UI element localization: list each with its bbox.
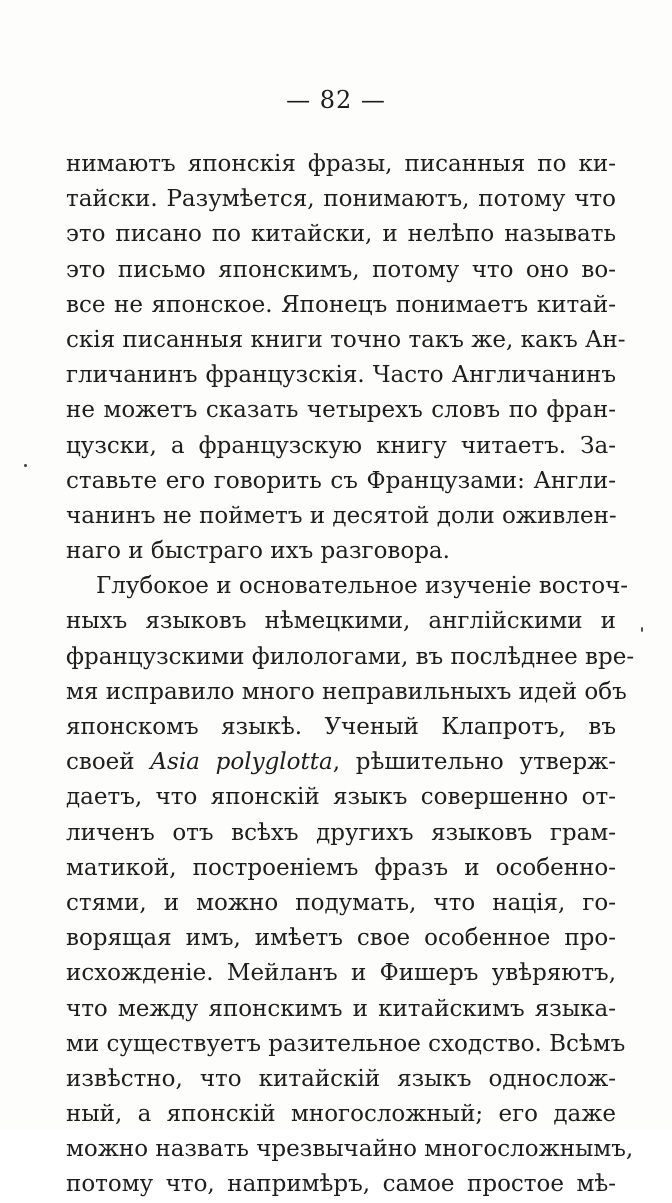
scan-speck bbox=[24, 464, 27, 467]
text-line: исхожденіе. Мейланъ и Фишеръ увѣряютъ, bbox=[66, 960, 616, 987]
text-fragment: , рѣшительно утверж- bbox=[332, 749, 617, 776]
text-line: все не японское. Японецъ понимаетъ китай- bbox=[66, 291, 616, 318]
body-text bbox=[66, 147, 635, 1203]
text-line: мя исправило много неправильныхъ идей объ bbox=[66, 678, 627, 705]
text-line: тайски. Разумѣется, понимаютъ, потому что bbox=[66, 186, 616, 213]
text-line: гличанинъ французскія. Часто Англичанинъ bbox=[66, 362, 616, 389]
paragraph-end-line: наго и быстраго ихъ разговора. bbox=[66, 538, 450, 565]
text-line: даетъ, что японскій языкъ совершенно от- bbox=[66, 784, 616, 811]
text-line: ставьте его говорить съ Французами: Англи- bbox=[66, 467, 616, 494]
text-line: французскими филологами, въ послѣднее вре- bbox=[66, 643, 635, 670]
text-line: японскомъ языкѣ. Ученый Клапротъ, въ bbox=[66, 714, 616, 740]
text-line: это письмо японскимъ, потому что оно во- bbox=[66, 256, 616, 283]
text-line: извѣстно, что китайскій языкъ однослож- bbox=[66, 1065, 616, 1092]
text-line: ныхъ языковъ нѣмецкими, англійскими и bbox=[66, 608, 616, 635]
text-fragment: своей bbox=[66, 749, 135, 776]
text-line: цузски, а французскую книгу читаетъ. За- bbox=[66, 432, 616, 459]
text-line: что между японскимъ и китайскимъ языка- bbox=[66, 995, 616, 1022]
text-line: чанинъ не пойметъ и десятой доли оживлен- bbox=[66, 502, 617, 529]
text-line: нимаютъ японскія фразы, писанныя по ки- bbox=[66, 151, 616, 177]
text-line: личенъ отъ всѣхъ другихъ языковъ грам- bbox=[66, 819, 616, 846]
text-line: ворящая имъ, имѣетъ свое особенное про- bbox=[66, 925, 616, 952]
page-number: — 82 — bbox=[286, 86, 386, 114]
book-title-italic: Asia polyglotta bbox=[150, 749, 333, 776]
text-line: ми существуетъ разительное сходство. Всѣмъ bbox=[66, 1030, 626, 1057]
text-line: скія писанныя книги точно такъ же, какъ Ан- bbox=[66, 326, 626, 353]
paragraph-start-line: Глубокое и основательное изученіе восточ- bbox=[96, 573, 629, 600]
text-line: матикой, построеніемъ фразъ и особенно- bbox=[66, 854, 616, 881]
text-line: ный, а японскій многосложный; его даже bbox=[66, 1101, 616, 1128]
text-line: потому что, напримѣръ, самое простое мѣ- bbox=[66, 1171, 616, 1198]
text-line: это писано по китайски, и нелѣпо называть bbox=[66, 221, 616, 248]
text-line-with-title bbox=[66, 745, 616, 780]
text-line: можно назвать чрезвычайно многосложнымъ, bbox=[66, 1136, 634, 1163]
text-line: не можетъ сказать четырехъ словъ по фран- bbox=[66, 397, 616, 424]
scan-speck bbox=[641, 627, 643, 632]
text-line: стями, и можно подумать, что нація, го- bbox=[66, 889, 616, 916]
